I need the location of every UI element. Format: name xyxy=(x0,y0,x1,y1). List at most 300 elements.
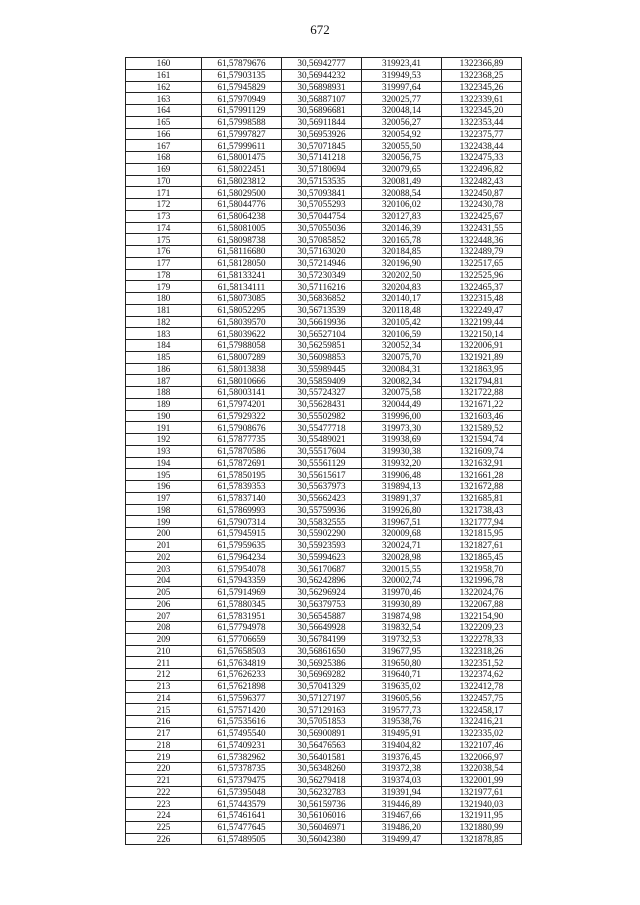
latitude-cell: 61,58029500 xyxy=(202,187,282,199)
table-row xyxy=(126,669,522,681)
y-coordinate-cell: 1322038,54 xyxy=(442,763,522,775)
point-number-cell: 178 xyxy=(126,269,202,281)
longitude-cell: 30,56925386 xyxy=(282,657,362,669)
longitude-cell: 30,57041329 xyxy=(282,680,362,692)
table-row xyxy=(126,586,522,598)
y-coordinate-cell: 1321878,85 xyxy=(442,833,522,845)
longitude-cell: 30,55502982 xyxy=(282,410,362,422)
latitude-cell: 61,57626233 xyxy=(202,669,282,681)
y-coordinate-cell: 1321609,74 xyxy=(442,445,522,457)
y-coordinate-cell: 1321815,95 xyxy=(442,528,522,540)
longitude-cell: 30,57055293 xyxy=(282,199,362,211)
y-coordinate-cell: 1322412,78 xyxy=(442,680,522,692)
latitude-cell: 61,57571420 xyxy=(202,704,282,716)
x-coordinate-cell: 320105,42 xyxy=(362,316,442,328)
point-number-cell: 173 xyxy=(126,210,202,222)
latitude-cell: 61,58116680 xyxy=(202,246,282,258)
point-number-cell: 162 xyxy=(126,81,202,93)
table-row xyxy=(126,680,522,692)
x-coordinate-cell: 319640,71 xyxy=(362,669,442,681)
point-number-cell: 189 xyxy=(126,398,202,410)
longitude-cell: 30,56348260 xyxy=(282,763,362,775)
latitude-cell: 61,57877735 xyxy=(202,434,282,446)
point-number-cell: 169 xyxy=(126,163,202,175)
y-coordinate-cell: 1321589,52 xyxy=(442,422,522,434)
latitude-cell: 61,58134111 xyxy=(202,281,282,293)
table-row xyxy=(126,140,522,152)
x-coordinate-cell: 319577,73 xyxy=(362,704,442,716)
x-coordinate-cell: 319894,13 xyxy=(362,481,442,493)
y-coordinate-cell: 1322489,79 xyxy=(442,246,522,258)
table-row xyxy=(126,774,522,786)
x-coordinate-cell: 319372,38 xyxy=(362,763,442,775)
y-coordinate-cell: 1321672,88 xyxy=(442,481,522,493)
y-coordinate-cell: 1322416,21 xyxy=(442,716,522,728)
latitude-cell: 61,57382962 xyxy=(202,751,282,763)
table-row xyxy=(126,328,522,340)
point-number-cell: 160 xyxy=(126,58,202,70)
y-coordinate-cell: 1322475,33 xyxy=(442,152,522,164)
table-row xyxy=(126,516,522,528)
longitude-cell: 30,56942777 xyxy=(282,58,362,70)
y-coordinate-cell: 1321738,43 xyxy=(442,504,522,516)
longitude-cell: 30,56953926 xyxy=(282,128,362,140)
y-coordinate-cell: 1321594,74 xyxy=(442,434,522,446)
table-row xyxy=(126,563,522,575)
longitude-cell: 30,56527104 xyxy=(282,328,362,340)
table-row xyxy=(126,539,522,551)
latitude-cell: 61,58007289 xyxy=(202,351,282,363)
x-coordinate-cell: 319391,94 xyxy=(362,786,442,798)
x-coordinate-cell: 319932,20 xyxy=(362,457,442,469)
table-row xyxy=(126,716,522,728)
y-coordinate-cell: 1322525,96 xyxy=(442,269,522,281)
point-number-cell: 198 xyxy=(126,504,202,516)
longitude-cell: 30,57085852 xyxy=(282,234,362,246)
longitude-cell: 30,56242896 xyxy=(282,575,362,587)
x-coordinate-cell: 319997,64 xyxy=(362,81,442,93)
x-coordinate-cell: 320002,74 xyxy=(362,575,442,587)
latitude-cell: 61,58073085 xyxy=(202,293,282,305)
point-number-cell: 171 xyxy=(126,187,202,199)
longitude-cell: 30,55628431 xyxy=(282,398,362,410)
longitude-cell: 30,56476563 xyxy=(282,739,362,751)
y-coordinate-cell: 1322431,55 xyxy=(442,222,522,234)
point-number-cell: 182 xyxy=(126,316,202,328)
table-row xyxy=(126,199,522,211)
point-number-cell: 190 xyxy=(126,410,202,422)
y-coordinate-cell: 1321865,45 xyxy=(442,551,522,563)
longitude-cell: 30,57214946 xyxy=(282,257,362,269)
table-row xyxy=(126,210,522,222)
latitude-cell: 61,57658503 xyxy=(202,645,282,657)
point-number-cell: 202 xyxy=(126,551,202,563)
latitude-cell: 61,57964234 xyxy=(202,551,282,563)
x-coordinate-cell: 320056,27 xyxy=(362,116,442,128)
latitude-cell: 61,57959635 xyxy=(202,539,282,551)
point-number-cell: 191 xyxy=(126,422,202,434)
point-number-cell: 226 xyxy=(126,833,202,845)
point-number-cell: 217 xyxy=(126,727,202,739)
x-coordinate-cell: 319996,00 xyxy=(362,410,442,422)
x-coordinate-cell: 320146,39 xyxy=(362,222,442,234)
table-row xyxy=(126,751,522,763)
latitude-cell: 61,57461641 xyxy=(202,810,282,822)
point-number-cell: 201 xyxy=(126,539,202,551)
latitude-cell: 61,57634819 xyxy=(202,657,282,669)
latitude-cell: 61,57929322 xyxy=(202,410,282,422)
y-coordinate-cell: 1322006,91 xyxy=(442,340,522,352)
latitude-cell: 61,58022451 xyxy=(202,163,282,175)
longitude-cell: 30,56900891 xyxy=(282,727,362,739)
table-row xyxy=(126,504,522,516)
table-row xyxy=(126,281,522,293)
latitude-cell: 61,57943359 xyxy=(202,575,282,587)
point-number-cell: 212 xyxy=(126,669,202,681)
x-coordinate-cell: 320054,92 xyxy=(362,128,442,140)
y-coordinate-cell: 1322448,36 xyxy=(442,234,522,246)
latitude-cell: 61,57378735 xyxy=(202,763,282,775)
longitude-cell: 30,55561129 xyxy=(282,457,362,469)
point-number-cell: 188 xyxy=(126,387,202,399)
x-coordinate-cell: 319949,53 xyxy=(362,69,442,81)
x-coordinate-cell: 320015,55 xyxy=(362,563,442,575)
latitude-cell: 61,57988058 xyxy=(202,340,282,352)
x-coordinate-cell: 319538,76 xyxy=(362,716,442,728)
y-coordinate-cell: 1322374,62 xyxy=(442,669,522,681)
x-coordinate-cell: 319973,30 xyxy=(362,422,442,434)
point-number-cell: 180 xyxy=(126,293,202,305)
y-coordinate-cell: 1321661,28 xyxy=(442,469,522,481)
x-coordinate-cell: 320204,83 xyxy=(362,281,442,293)
longitude-cell: 30,56836852 xyxy=(282,293,362,305)
table-row xyxy=(126,398,522,410)
longitude-cell: 30,55994623 xyxy=(282,551,362,563)
coordinates-table xyxy=(125,57,522,845)
table-row xyxy=(126,810,522,822)
longitude-cell: 30,56098853 xyxy=(282,351,362,363)
table-row xyxy=(126,763,522,775)
point-number-cell: 161 xyxy=(126,69,202,81)
point-number-cell: 204 xyxy=(126,575,202,587)
x-coordinate-cell: 320127,83 xyxy=(362,210,442,222)
table-row xyxy=(126,739,522,751)
longitude-cell: 30,55902290 xyxy=(282,528,362,540)
latitude-cell: 61,57998588 xyxy=(202,116,282,128)
table-row xyxy=(126,222,522,234)
table-row xyxy=(126,163,522,175)
longitude-cell: 30,56042380 xyxy=(282,833,362,845)
longitude-cell: 30,55832555 xyxy=(282,516,362,528)
latitude-cell: 61,57908676 xyxy=(202,422,282,434)
longitude-cell: 30,56401581 xyxy=(282,751,362,763)
longitude-cell: 30,57055036 xyxy=(282,222,362,234)
x-coordinate-cell: 320052,34 xyxy=(362,340,442,352)
x-coordinate-cell: 320082,34 xyxy=(362,375,442,387)
table-row xyxy=(126,128,522,140)
x-coordinate-cell: 319938,69 xyxy=(362,434,442,446)
latitude-cell: 61,58133241 xyxy=(202,269,282,281)
y-coordinate-cell: 1321921,89 xyxy=(442,351,522,363)
table-row xyxy=(126,257,522,269)
table-row xyxy=(126,304,522,316)
x-coordinate-cell: 319930,38 xyxy=(362,445,442,457)
point-number-cell: 197 xyxy=(126,492,202,504)
x-coordinate-cell: 320079,65 xyxy=(362,163,442,175)
point-number-cell: 200 xyxy=(126,528,202,540)
table-row xyxy=(126,387,522,399)
point-number-cell: 209 xyxy=(126,633,202,645)
point-number-cell: 213 xyxy=(126,680,202,692)
x-coordinate-cell: 319467,66 xyxy=(362,810,442,822)
latitude-cell: 61,57970949 xyxy=(202,93,282,105)
x-coordinate-cell: 319486,20 xyxy=(362,821,442,833)
x-coordinate-cell: 319926,80 xyxy=(362,504,442,516)
y-coordinate-cell: 1321958,70 xyxy=(442,563,522,575)
y-coordinate-cell: 1322368,25 xyxy=(442,69,522,81)
x-coordinate-cell: 320084,31 xyxy=(362,363,442,375)
table-row xyxy=(126,351,522,363)
x-coordinate-cell: 319605,56 xyxy=(362,692,442,704)
point-number-cell: 186 xyxy=(126,363,202,375)
point-number-cell: 224 xyxy=(126,810,202,822)
x-coordinate-cell: 319967,51 xyxy=(362,516,442,528)
table-row xyxy=(126,187,522,199)
x-coordinate-cell: 319906,48 xyxy=(362,469,442,481)
longitude-cell: 30,57230349 xyxy=(282,269,362,281)
y-coordinate-cell: 1321996,78 xyxy=(442,575,522,587)
point-number-cell: 196 xyxy=(126,481,202,493)
table-row xyxy=(126,422,522,434)
longitude-cell: 30,56259851 xyxy=(282,340,362,352)
latitude-cell: 61,57880345 xyxy=(202,598,282,610)
longitude-cell: 30,56232783 xyxy=(282,786,362,798)
table-row xyxy=(126,704,522,716)
x-coordinate-cell: 319404,82 xyxy=(362,739,442,751)
table-row xyxy=(126,269,522,281)
point-number-cell: 215 xyxy=(126,704,202,716)
table-row xyxy=(126,610,522,622)
point-number-cell: 211 xyxy=(126,657,202,669)
y-coordinate-cell: 1322430,78 xyxy=(442,199,522,211)
latitude-cell: 61,58039622 xyxy=(202,328,282,340)
longitude-cell: 30,57051853 xyxy=(282,716,362,728)
point-number-cell: 216 xyxy=(126,716,202,728)
latitude-cell: 61,57395048 xyxy=(202,786,282,798)
latitude-cell: 61,57945915 xyxy=(202,528,282,540)
x-coordinate-cell: 320106,59 xyxy=(362,328,442,340)
latitude-cell: 61,57409231 xyxy=(202,739,282,751)
longitude-cell: 30,55637973 xyxy=(282,481,362,493)
longitude-cell: 30,56619936 xyxy=(282,316,362,328)
table-row xyxy=(126,821,522,833)
longitude-cell: 30,55489021 xyxy=(282,434,362,446)
y-coordinate-cell: 1322425,67 xyxy=(442,210,522,222)
latitude-cell: 61,57379475 xyxy=(202,774,282,786)
point-number-cell: 205 xyxy=(126,586,202,598)
point-number-cell: 214 xyxy=(126,692,202,704)
latitude-cell: 61,57706659 xyxy=(202,633,282,645)
x-coordinate-cell: 319495,91 xyxy=(362,727,442,739)
y-coordinate-cell: 1322199,44 xyxy=(442,316,522,328)
longitude-cell: 30,57129163 xyxy=(282,704,362,716)
longitude-cell: 30,56898931 xyxy=(282,81,362,93)
table-row xyxy=(126,481,522,493)
point-number-cell: 165 xyxy=(126,116,202,128)
point-number-cell: 176 xyxy=(126,246,202,258)
table-row xyxy=(126,633,522,645)
x-coordinate-cell: 320075,58 xyxy=(362,387,442,399)
point-number-cell: 170 xyxy=(126,175,202,187)
latitude-cell: 61,57974201 xyxy=(202,398,282,410)
latitude-cell: 61,57489505 xyxy=(202,833,282,845)
latitude-cell: 61,58001475 xyxy=(202,152,282,164)
latitude-cell: 61,58023812 xyxy=(202,175,282,187)
y-coordinate-cell: 1322517,65 xyxy=(442,257,522,269)
y-coordinate-cell: 1321911,95 xyxy=(442,810,522,822)
x-coordinate-cell: 320055,50 xyxy=(362,140,442,152)
longitude-cell: 30,55477718 xyxy=(282,422,362,434)
x-coordinate-cell: 319923,41 xyxy=(362,58,442,70)
longitude-cell: 30,55517604 xyxy=(282,445,362,457)
point-number-cell: 174 xyxy=(126,222,202,234)
latitude-cell: 61,57870586 xyxy=(202,445,282,457)
table-row xyxy=(126,234,522,246)
table-row xyxy=(126,175,522,187)
latitude-cell: 61,57997827 xyxy=(202,128,282,140)
latitude-cell: 61,58064238 xyxy=(202,210,282,222)
longitude-cell: 30,56713539 xyxy=(282,304,362,316)
x-coordinate-cell: 319499,47 xyxy=(362,833,442,845)
table-row xyxy=(126,93,522,105)
x-coordinate-cell: 319650,80 xyxy=(362,657,442,669)
x-coordinate-cell: 319374,03 xyxy=(362,774,442,786)
x-coordinate-cell: 320202,50 xyxy=(362,269,442,281)
longitude-cell: 30,55989445 xyxy=(282,363,362,375)
x-coordinate-cell: 320044,49 xyxy=(362,398,442,410)
point-number-cell: 166 xyxy=(126,128,202,140)
longitude-cell: 30,57180694 xyxy=(282,163,362,175)
y-coordinate-cell: 1322001,99 xyxy=(442,774,522,786)
point-number-cell: 183 xyxy=(126,328,202,340)
x-coordinate-cell: 319732,53 xyxy=(362,633,442,645)
y-coordinate-cell: 1322335,02 xyxy=(442,727,522,739)
point-number-cell: 168 xyxy=(126,152,202,164)
latitude-cell: 61,58013838 xyxy=(202,363,282,375)
table-row xyxy=(126,316,522,328)
latitude-cell: 61,57869993 xyxy=(202,504,282,516)
y-coordinate-cell: 1322375,77 xyxy=(442,128,522,140)
table-row xyxy=(126,375,522,387)
table-row xyxy=(126,833,522,845)
longitude-cell: 30,56861650 xyxy=(282,645,362,657)
y-coordinate-cell: 1321632,91 xyxy=(442,457,522,469)
point-number-cell: 185 xyxy=(126,351,202,363)
table-row xyxy=(126,116,522,128)
y-coordinate-cell: 1322465,37 xyxy=(442,281,522,293)
longitude-cell: 30,55724327 xyxy=(282,387,362,399)
point-number-cell: 222 xyxy=(126,786,202,798)
y-coordinate-cell: 1322482,43 xyxy=(442,175,522,187)
longitude-cell: 30,56944232 xyxy=(282,69,362,81)
table-row xyxy=(126,727,522,739)
y-coordinate-cell: 1321722,88 xyxy=(442,387,522,399)
point-number-cell: 195 xyxy=(126,469,202,481)
table-row xyxy=(126,622,522,634)
x-coordinate-cell: 320165,78 xyxy=(362,234,442,246)
x-coordinate-cell: 320048,14 xyxy=(362,105,442,117)
longitude-cell: 30,55759936 xyxy=(282,504,362,516)
table-row xyxy=(126,105,522,117)
point-number-cell: 221 xyxy=(126,774,202,786)
point-number-cell: 207 xyxy=(126,610,202,622)
y-coordinate-cell: 1321671,22 xyxy=(442,398,522,410)
point-number-cell: 164 xyxy=(126,105,202,117)
longitude-cell: 30,55662423 xyxy=(282,492,362,504)
y-coordinate-cell: 1322438,44 xyxy=(442,140,522,152)
x-coordinate-cell: 319832,54 xyxy=(362,622,442,634)
point-number-cell: 194 xyxy=(126,457,202,469)
x-coordinate-cell: 319376,45 xyxy=(362,751,442,763)
point-number-cell: 167 xyxy=(126,140,202,152)
latitude-cell: 61,57914969 xyxy=(202,586,282,598)
longitude-cell: 30,57116216 xyxy=(282,281,362,293)
longitude-cell: 30,56545887 xyxy=(282,610,362,622)
longitude-cell: 30,56887107 xyxy=(282,93,362,105)
point-number-cell: 206 xyxy=(126,598,202,610)
longitude-cell: 30,57127197 xyxy=(282,692,362,704)
x-coordinate-cell: 320140,17 xyxy=(362,293,442,305)
y-coordinate-cell: 1322067,88 xyxy=(442,598,522,610)
y-coordinate-cell: 1321977,61 xyxy=(442,786,522,798)
point-number-cell: 210 xyxy=(126,645,202,657)
point-number-cell: 199 xyxy=(126,516,202,528)
longitude-cell: 30,56296924 xyxy=(282,586,362,598)
table-row xyxy=(126,469,522,481)
y-coordinate-cell: 1322315,48 xyxy=(442,293,522,305)
y-coordinate-cell: 1321603,46 xyxy=(442,410,522,422)
x-coordinate-cell: 319891,37 xyxy=(362,492,442,504)
y-coordinate-cell: 1322351,52 xyxy=(442,657,522,669)
table-row xyxy=(126,457,522,469)
latitude-cell: 61,58128050 xyxy=(202,257,282,269)
latitude-cell: 61,57850195 xyxy=(202,469,282,481)
y-coordinate-cell: 1321777,94 xyxy=(442,516,522,528)
latitude-cell: 61,57872691 xyxy=(202,457,282,469)
point-number-cell: 193 xyxy=(126,445,202,457)
table-row xyxy=(126,58,522,70)
table-row xyxy=(126,363,522,375)
longitude-cell: 30,56896681 xyxy=(282,105,362,117)
y-coordinate-cell: 1322366,89 xyxy=(442,58,522,70)
point-number-cell: 163 xyxy=(126,93,202,105)
coordinates-table-body xyxy=(126,58,522,845)
longitude-cell: 30,57071845 xyxy=(282,140,362,152)
latitude-cell: 61,58098738 xyxy=(202,234,282,246)
latitude-cell: 61,57535616 xyxy=(202,716,282,728)
latitude-cell: 61,57831951 xyxy=(202,610,282,622)
longitude-cell: 30,55615617 xyxy=(282,469,362,481)
x-coordinate-cell: 319970,46 xyxy=(362,586,442,598)
y-coordinate-cell: 1322318,26 xyxy=(442,645,522,657)
x-coordinate-cell: 320056,75 xyxy=(362,152,442,164)
x-coordinate-cell: 319677,95 xyxy=(362,645,442,657)
longitude-cell: 30,57093841 xyxy=(282,187,362,199)
point-number-cell: 192 xyxy=(126,434,202,446)
page-number: 672 xyxy=(310,22,330,37)
table-row xyxy=(126,798,522,810)
y-coordinate-cell: 1322024,76 xyxy=(442,586,522,598)
